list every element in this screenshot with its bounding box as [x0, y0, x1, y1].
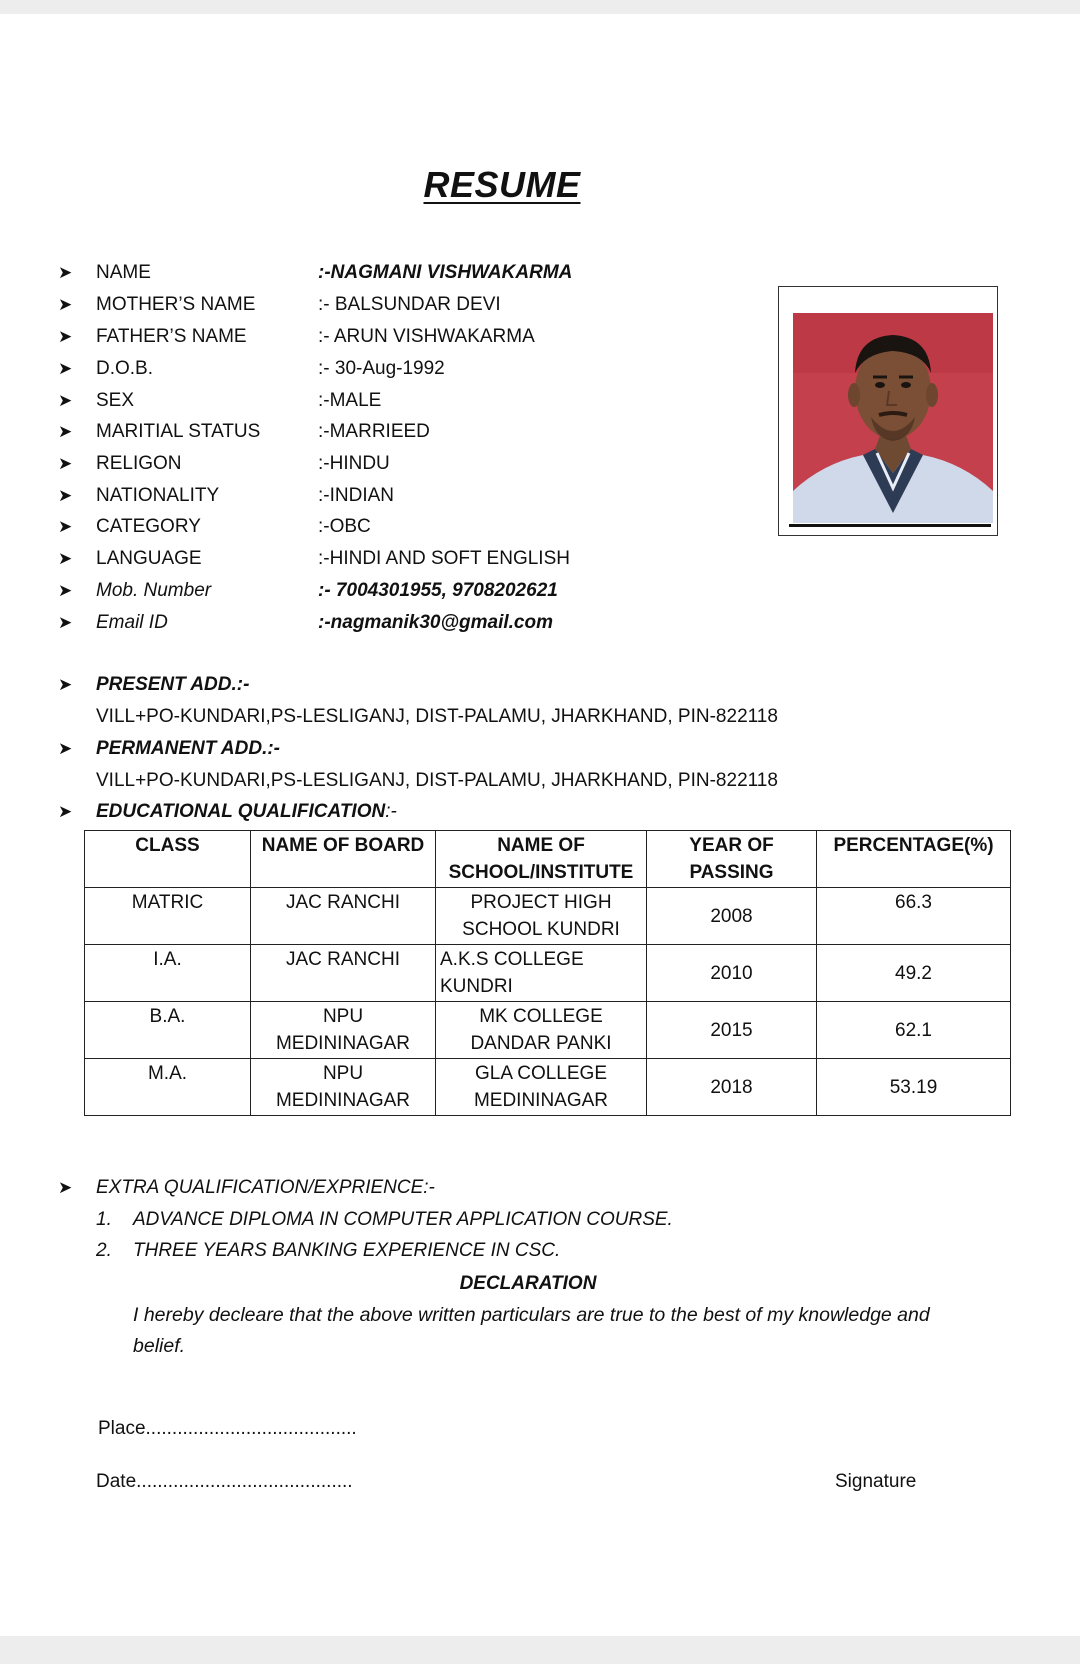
- education-label: EDUCATIONAL QUALIFICATION:-: [96, 801, 397, 822]
- permanent-address-label: PERMANENT ADD.:-: [96, 738, 281, 759]
- signature-label: Signature: [835, 1471, 917, 1492]
- place-line: Place........................................: [98, 1418, 357, 1439]
- field-label: LANGUAGE: [96, 548, 202, 569]
- arrowhead-bullet-icon: ➤: [58, 549, 73, 568]
- arrowhead-bullet-icon: ➤: [58, 263, 73, 282]
- list-number: 1.: [96, 1209, 112, 1230]
- column-header: PERCENTAGE(%): [817, 831, 1011, 888]
- table-cell: NPU MEDININAGAR: [251, 1002, 436, 1059]
- list-number: 2.: [96, 1240, 112, 1261]
- table-cell: JAC RANCHI: [251, 945, 436, 1002]
- arrowhead-bullet-icon: ➤: [58, 327, 73, 346]
- resume-page: [0, 14, 1080, 1636]
- field-value: :-OBC: [318, 516, 371, 537]
- table-row: [85, 888, 1011, 945]
- education-table: [84, 830, 1011, 1116]
- column-header: YEAR OF PASSING: [647, 831, 817, 888]
- arrowhead-bullet-icon: ➤: [58, 675, 73, 694]
- field-value: :-INDIAN: [318, 485, 394, 506]
- field-value: :-HINDU: [318, 453, 390, 474]
- arrowhead-bullet-icon: ➤: [58, 739, 73, 758]
- field-label: RELIGON: [96, 453, 182, 474]
- field-value: :- 30-Aug-1992: [318, 358, 445, 379]
- table-cell: M.A.: [85, 1059, 251, 1116]
- declaration-title: DECLARATION: [459, 1273, 597, 1294]
- table-header-row: [85, 831, 1011, 888]
- table-cell: A.K.S COLLEGE KUNDRI: [436, 945, 647, 1002]
- arrowhead-bullet-icon: ➤: [58, 295, 73, 314]
- present-address: VILL+PO-KUNDARI,PS-LESLIGANJ, DIST-PALAMU, JHARKHAND, PIN-822118: [96, 706, 778, 727]
- field-value: :- ARUN VISHWAKARMA: [318, 326, 535, 347]
- date-line: Date.........................................: [96, 1471, 353, 1492]
- profile-photo: [793, 313, 993, 523]
- table-cell: PROJECT HIGH SCHOOL KUNDRI: [436, 888, 647, 945]
- table-cell: MATRIC: [85, 888, 251, 945]
- table-row: [85, 945, 1011, 1002]
- arrowhead-bullet-icon: ➤: [58, 454, 73, 473]
- field-value: :-HINDI AND SOFT ENGLISH: [318, 548, 570, 569]
- table-cell: 2018: [647, 1059, 817, 1116]
- arrowhead-bullet-icon: ➤: [58, 581, 73, 600]
- arrowhead-bullet-icon: ➤: [58, 802, 73, 821]
- table-cell: JAC RANCHI: [251, 888, 436, 945]
- column-header: NAME OF BOARD: [251, 831, 436, 888]
- field-label: SEX: [96, 390, 135, 411]
- field-value: :- BALSUNDAR DEVI: [318, 294, 501, 315]
- field-value: :-nagmanik30@gmail.com: [318, 612, 553, 633]
- table-cell: NPU MEDININAGAR: [251, 1059, 436, 1116]
- field-label: D.O.B.: [96, 358, 154, 379]
- field-label: Mob. Number: [96, 580, 212, 601]
- field-value: :-NAGMANI VISHWAKARMA: [318, 262, 573, 283]
- arrowhead-bullet-icon: ➤: [58, 517, 73, 536]
- field-label: MARITIAL STATUS: [96, 421, 261, 442]
- field-label: NATIONALITY: [96, 485, 220, 506]
- table-cell: B.A.: [85, 1002, 251, 1059]
- field-label: NAME: [96, 262, 151, 283]
- column-header: NAME OF SCHOOL/INSTITUTE: [436, 831, 647, 888]
- field-label: MOTHER’S NAME: [96, 294, 256, 315]
- present-address-label: PRESENT ADD.:-: [96, 674, 250, 695]
- arrowhead-bullet-icon: ➤: [58, 613, 73, 632]
- table-cell: 66.3: [817, 888, 1011, 945]
- resume-title: RESUME: [423, 164, 581, 205]
- column-header: CLASS: [85, 831, 251, 888]
- table-cell: 2015: [647, 1002, 817, 1059]
- field-value: :- 7004301955, 9708202621: [318, 580, 558, 601]
- field-value: :-MALE: [318, 390, 382, 411]
- photo-frame: [778, 286, 998, 536]
- table-cell: 2010: [647, 945, 817, 1002]
- photo-underline: [789, 524, 991, 527]
- permanent-address: VILL+PO-KUNDARI,PS-LESLIGANJ, DIST-PALAMU, JHARKHAND, PIN-822118: [96, 770, 778, 791]
- arrowhead-bullet-icon: ➤: [58, 486, 73, 505]
- field-label: Email ID: [96, 612, 168, 633]
- table-cell: GLA COLLEGE MEDININAGAR: [436, 1059, 647, 1116]
- extra-qualification-label: EXTRA QUALIFICATION/EXPRIENCE:-: [96, 1177, 435, 1198]
- list-item: ADVANCE DIPLOMA IN COMPUTER APPLICATION COURSE.: [133, 1209, 673, 1230]
- table-cell: 62.1: [817, 1002, 1011, 1059]
- table-row: [85, 1002, 1011, 1059]
- field-label: FATHER’S NAME: [96, 326, 247, 347]
- table-cell: 49.2: [817, 945, 1011, 1002]
- table-cell: 53.19: [817, 1059, 1011, 1116]
- field-label: CATEGORY: [96, 516, 201, 537]
- declaration-text: I hereby decleare that the above written particulars are true to the best of my knowledge and belief.: [133, 1304, 930, 1357]
- table-cell: MK COLLEGE DANDAR PANKI: [436, 1002, 647, 1059]
- table-cell: 2008: [647, 888, 817, 945]
- arrowhead-bullet-icon: ➤: [58, 359, 73, 378]
- arrowhead-bullet-icon: ➤: [58, 422, 73, 441]
- table-row: [85, 1059, 1011, 1116]
- table-cell: I.A.: [85, 945, 251, 1002]
- field-value: :-MARRIEED: [318, 421, 430, 442]
- arrowhead-bullet-icon: ➤: [58, 391, 73, 410]
- list-item: THREE YEARS BANKING EXPERIENCE IN CSC.: [133, 1240, 561, 1261]
- arrowhead-bullet-icon: ➤: [58, 1178, 73, 1197]
